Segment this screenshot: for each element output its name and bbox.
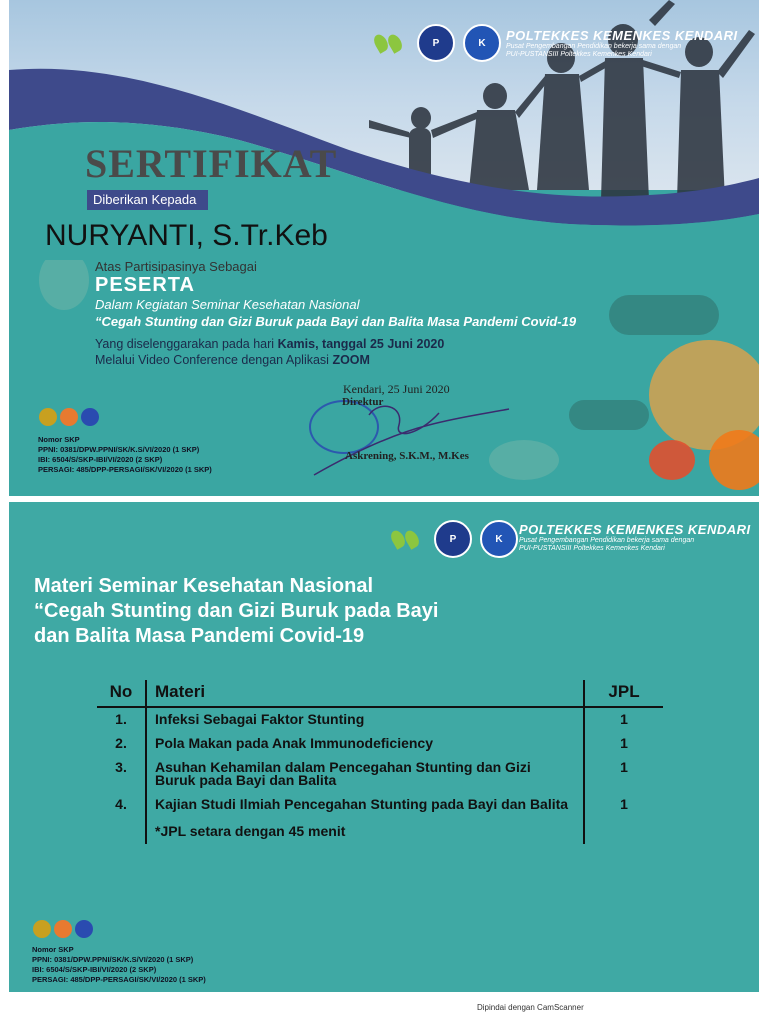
pui-logo-icon: K — [463, 24, 501, 62]
row-jpl: 1 — [620, 796, 628, 812]
ppni-logo-icon — [33, 920, 51, 938]
persagi-logo-icon — [75, 920, 93, 938]
skp-block — [38, 435, 212, 475]
column-header-jpl: JPL — [584, 680, 663, 707]
persagi-logo-icon — [81, 408, 99, 426]
institution-subtitle: PUI-PUSTANSIII Poltekkes Kemenkes Kendari — [519, 545, 665, 552]
row-materi: Asuhan Kehamilan dalam Pencegahan Stunting dan Gizi Buruk pada Bayi dan Balita — [146, 756, 584, 793]
kemenkes-logo-icon — [384, 522, 426, 556]
column-header-no: No — [97, 680, 146, 707]
heading-line: “Cegah Stunting dan Gizi Buruk pada Bayi — [34, 600, 439, 622]
kemenkes-logo-icon — [367, 26, 409, 60]
event-line: Dalam Kegiatan Seminar Kesehatan Nasional — [95, 297, 360, 312]
held-line-date: Kamis, tanggal 25 Juni 2020 — [277, 337, 445, 351]
participation-label: Atas Partisipasinya Sebagai — [95, 259, 257, 274]
heading-line: dan Balita Masa Pandemi Covid-19 — [34, 625, 365, 647]
poltekkes-seal-icon: P — [434, 520, 472, 558]
row-no: 2. — [115, 735, 127, 751]
place-date: Kendari, 25 Juni 2020 — [343, 382, 450, 396]
logo-group — [367, 24, 501, 62]
institution-subtitle: Pusat Pengembangan Pendidikan bekerja sama dengan — [506, 43, 682, 50]
given-to-label: Diberikan Kepada — [87, 190, 208, 210]
table-row — [97, 756, 663, 793]
row-jpl: 1 — [620, 759, 628, 775]
ppni-logo-icon — [39, 408, 57, 426]
poltekkes-seal-icon: P — [417, 24, 455, 62]
skp-line: IBI: 6504/S/SKP-IBI/VI/2020 (2 SKP) — [32, 965, 157, 974]
skp-line: PERSAGI: 485/DPP-PERSAGI/SK/VI/2020 (1 SKP) — [32, 975, 206, 984]
jpl-note: *JPL setara dengan 45 menit — [146, 817, 584, 844]
ibi-logo-icon — [54, 920, 72, 938]
heading-line: Materi Seminar Kesehatan Nasional — [34, 575, 374, 597]
row-materi: Pola Makan pada Anak Immunodeficiency — [146, 732, 584, 756]
skp-logos — [33, 920, 93, 938]
signature-scribble — [309, 395, 519, 485]
table-row — [97, 732, 663, 756]
vegetable-decoration — [569, 400, 649, 430]
skp-line: PERSAGI: 485/DPP-PERSAGI/SK/VI/2020 (1 SKP) — [38, 465, 212, 474]
ibi-logo-icon — [60, 408, 78, 426]
skp-logos — [39, 408, 99, 426]
table-note-row — [97, 817, 663, 844]
held-line-prefix: Yang diselenggarakan pada hari — [95, 337, 275, 351]
row-materi: Kajian Studi Ilmiah Pencegahan Stunting pada Bayi dan Balita — [146, 793, 584, 817]
logo-group — [384, 520, 518, 558]
note-spacer — [584, 817, 663, 844]
materials-heading — [34, 574, 574, 649]
table-row — [97, 707, 663, 732]
vegetable-decoration — [609, 295, 719, 335]
materials-table — [97, 680, 663, 844]
via-line-app: ZOOM — [332, 353, 370, 367]
materials-page — [9, 502, 759, 992]
column-header-materi: Materi — [146, 680, 584, 707]
signer-name: Askrening, S.K.M., M.Kes — [345, 450, 469, 462]
institution-subtitle: PUI-PUSTANSIII Poltekkes Kemenkes Kendari — [506, 51, 652, 58]
institution-name: POLTEKKES KEMENKES KENDARI — [506, 28, 738, 43]
skp-line: PPNI: 0381/DPW.PPNI/SK/K.S/VI/2020 (1 SKP) — [32, 955, 194, 964]
role-label: PESERTA — [95, 274, 195, 296]
institution-block — [506, 28, 738, 59]
row-no: 4. — [115, 796, 127, 812]
vegetable-decoration — [709, 430, 759, 490]
institution-name: POLTEKKES KEMENKES KENDARI — [519, 522, 751, 537]
row-jpl: 1 — [620, 735, 628, 751]
scanner-footer: Dipindai dengan CamScanner — [477, 1003, 584, 1012]
skp-line: IBI: 6504/S/SKP-IBI/VI/2020 (2 SKP) — [38, 455, 163, 464]
row-no: 3. — [115, 759, 127, 775]
institution-subtitle: Pusat Pengembangan Pendidikan bekerja sama dengan — [519, 537, 695, 544]
via-line — [95, 353, 370, 367]
row-jpl: 1 — [620, 711, 628, 727]
theme-line: “Cegah Stunting dan Gizi Buruk pada Bayi dan Balita Masa Pandemi Covid-19 — [95, 314, 577, 329]
skp-label: Nomor SKP — [38, 435, 80, 444]
skp-label: Nomor SKP — [32, 945, 74, 954]
skp-line: PPNI: 0381/DPW.PPNI/SK/K.S/VI/2020 (1 SKP) — [38, 445, 200, 454]
table-header-row — [97, 680, 663, 707]
table-row — [97, 793, 663, 817]
pui-logo-icon: K — [480, 520, 518, 558]
signer-position: Direktur — [342, 396, 384, 408]
note-spacer — [97, 817, 146, 844]
row-no: 1. — [115, 711, 127, 727]
held-line — [95, 337, 444, 351]
via-line-prefix: Melalui Video Conference dengan Aplikasi — [95, 353, 329, 367]
tomato-decoration — [649, 440, 695, 480]
institution-block — [519, 522, 751, 553]
recipient-name: NURYANTI, S.Tr.Keb — [45, 219, 328, 252]
certificate-title: SERTIFIKAT — [85, 141, 338, 186]
row-materi: Infeksi Sebagai Faktor Stunting — [146, 707, 584, 732]
certificate-page — [9, 0, 759, 496]
skp-block — [32, 945, 206, 985]
